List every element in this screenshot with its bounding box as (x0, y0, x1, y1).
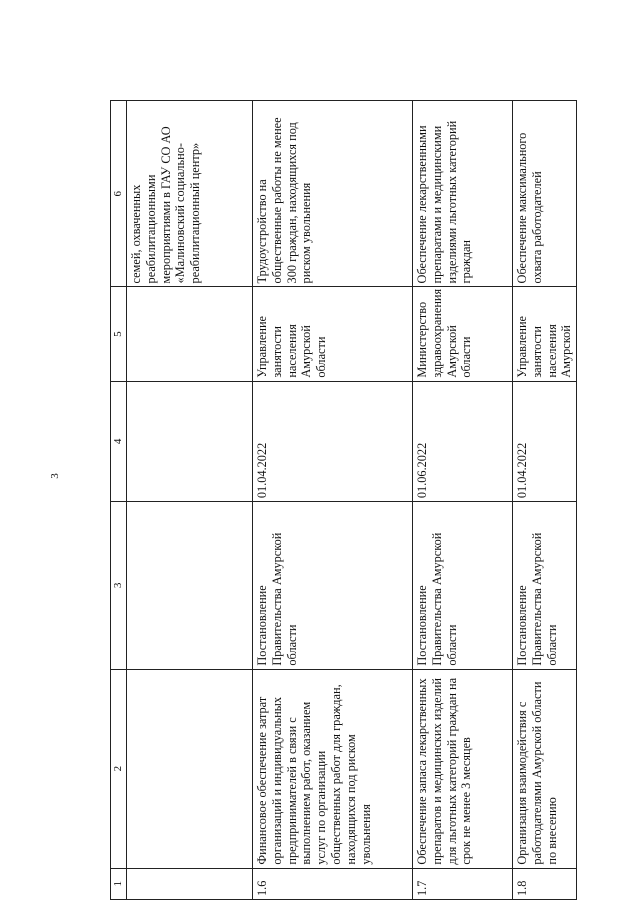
table-row (413, 101, 513, 900)
cell-measure: Обеспечение запаса лекарственных препаратов и медицинских изделий для льготных категорий граждан на срок не менее 3 месяцев (413, 669, 513, 868)
cell-measure (127, 669, 253, 868)
column-header: 2 (111, 669, 127, 868)
table-header-row (111, 101, 127, 900)
cell-number: 1.7 (413, 868, 513, 899)
cell-measure: Организация взаимодействия с работодателями Амурской области по внесению (513, 669, 577, 868)
cell-result: Обеспечение лекарственными препаратами и медицинскими изделиями льготных категорий граждан (413, 101, 513, 287)
cell-date: 01.06.2022 (413, 381, 513, 501)
table-row (127, 101, 253, 900)
cell-document: Постановление Правительства Амурской области (253, 502, 413, 670)
cell-date: 01.04.2022 (513, 381, 577, 501)
column-header: 4 (111, 381, 127, 501)
table-row (253, 101, 413, 900)
measures-table (110, 100, 577, 900)
column-header: 6 (111, 101, 127, 287)
cell-executor: Управление занятости населения Амурской (513, 287, 577, 381)
cell-date (127, 381, 253, 501)
column-header: 3 (111, 502, 127, 670)
cell-date: 01.04.2022 (253, 381, 413, 501)
cell-result: Трудоустройство на общественные работы не менее 300 граждан, находящихся под риском увольнения (253, 101, 413, 287)
cell-document (127, 502, 253, 670)
cell-number: 1.6 (253, 868, 413, 899)
column-header: 1 (111, 868, 127, 899)
column-header: 5 (111, 287, 127, 381)
cell-number: 1.8 (513, 868, 577, 899)
cell-result: Обеспечение максимального охвата работодателей (513, 101, 577, 287)
cell-document: Постановление Правительства Амурской области (413, 502, 513, 670)
cell-document: Постановление Правительства Амурской области (513, 502, 577, 670)
page-number: 3 (48, 473, 61, 479)
cell-number (127, 868, 253, 899)
cell-executor: Управление занятости населения Амурской области (253, 287, 413, 381)
measures-table-container (110, 100, 574, 900)
cell-measure: Финансовое обеспечение затрат организаций и индивидуальных предпринимателей в связи с выполнением работ, оказанием услуг по организации общественных работ для граждан, находящихся под риском увольнения (253, 669, 413, 868)
table-row (513, 101, 577, 900)
cell-result: семей, охваченных реабилитационными мероприятиями в ГАУ СО АО «Малиновский социально-реабилитационный центр» (127, 101, 253, 287)
cell-executor: Министерство здравоохранения Амурской области (413, 287, 513, 381)
cell-executor (127, 287, 253, 381)
